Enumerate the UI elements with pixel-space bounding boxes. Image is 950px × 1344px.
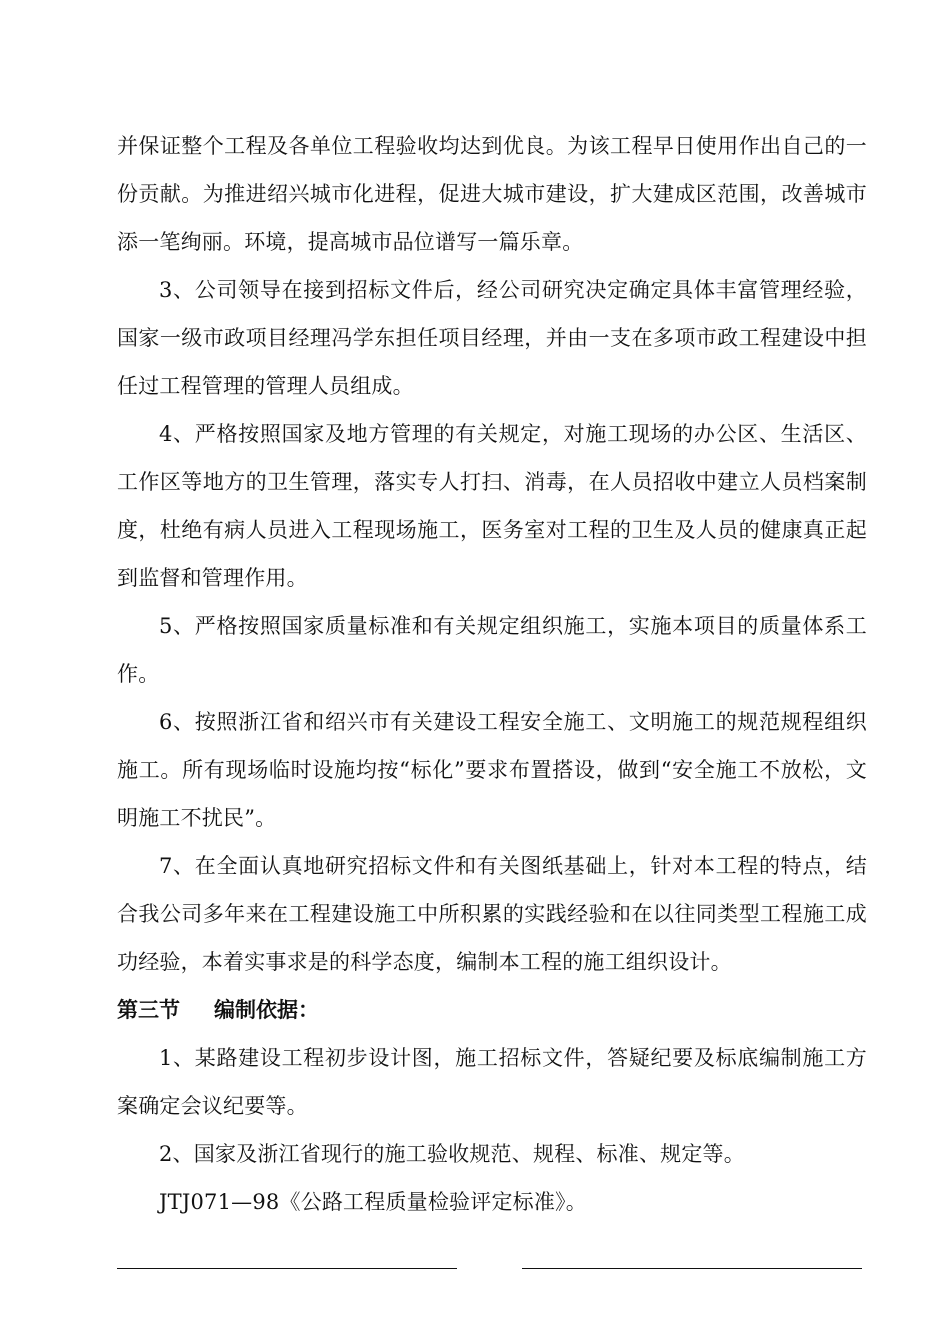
- basis-item-3: JTJ071—98《公路工程质量检验评定标准》。: [159, 1190, 587, 1214]
- paragraph-item-7: 7、在全面认真地研究招标文件和有关图纸基础上，针对本工程的特点，结合我公司多年来在工程建设施工中所积累的实践经验和在以往同类型工程施工成功经验，本着实事求是的科学态度，编制本工程的施工组织设计。: [117, 854, 867, 974]
- section-title: 编制依据：: [214, 998, 319, 1022]
- paragraph-item-4: 4、严格按照国家及地方管理的有关规定，对施工现场的办公区、生活区、工作区等地方的卫生管理，落实专人打扫、消毒，在人员招收中建立人员档案制度，杜绝有病人员进入工程现场施工，医务室对工程的卫生及人员的健康真正起到监督和管理作用。: [117, 422, 867, 590]
- section-number: 第三节: [117, 998, 180, 1022]
- basis-item-2: 2、国家及浙江省现行的施工验收规范、规程、标准、规定等。: [159, 1142, 745, 1166]
- section-heading: [117, 986, 867, 1034]
- footer-rule-right: [522, 1268, 862, 1269]
- document-body: [117, 122, 867, 1226]
- paragraph-item-3: 3、公司领导在接到招标文件后，经公司研究决定确定具体丰富管理经验，国家一级市政项目经理冯学东担任项目经理，并由一支在多项市政工程建设中担任过工程管理的管理人员组成。: [117, 278, 867, 398]
- footer-rule-left: [117, 1268, 457, 1269]
- paragraph-item-6: 6、按照浙江省和绍兴市有关建设工程安全施工、文明施工的规范规程组织施工。所有现场临时设施均按“标化”要求布置搭设，做到“安全施工不放松，文明施工不扰民”。: [117, 710, 867, 830]
- basis-item-1: 1、某路建设工程初步设计图，施工招标文件，答疑纪要及标底编制施工方案确定会议纪要等。: [117, 1046, 867, 1118]
- paragraph-item-5: 5、严格按照国家质量标准和有关规定组织施工，实施本项目的质量体系工作。: [117, 614, 867, 686]
- paragraph-continuation: 并保证整个工程及各单位工程验收均达到优良。为该工程早日使用作出自己的一份贡献。为推进绍兴城市化进程，促进大城市建设，扩大建成区范围，改善城市添一笔绚丽。环境，提高城市品位谱写一篇乐章。: [117, 134, 867, 254]
